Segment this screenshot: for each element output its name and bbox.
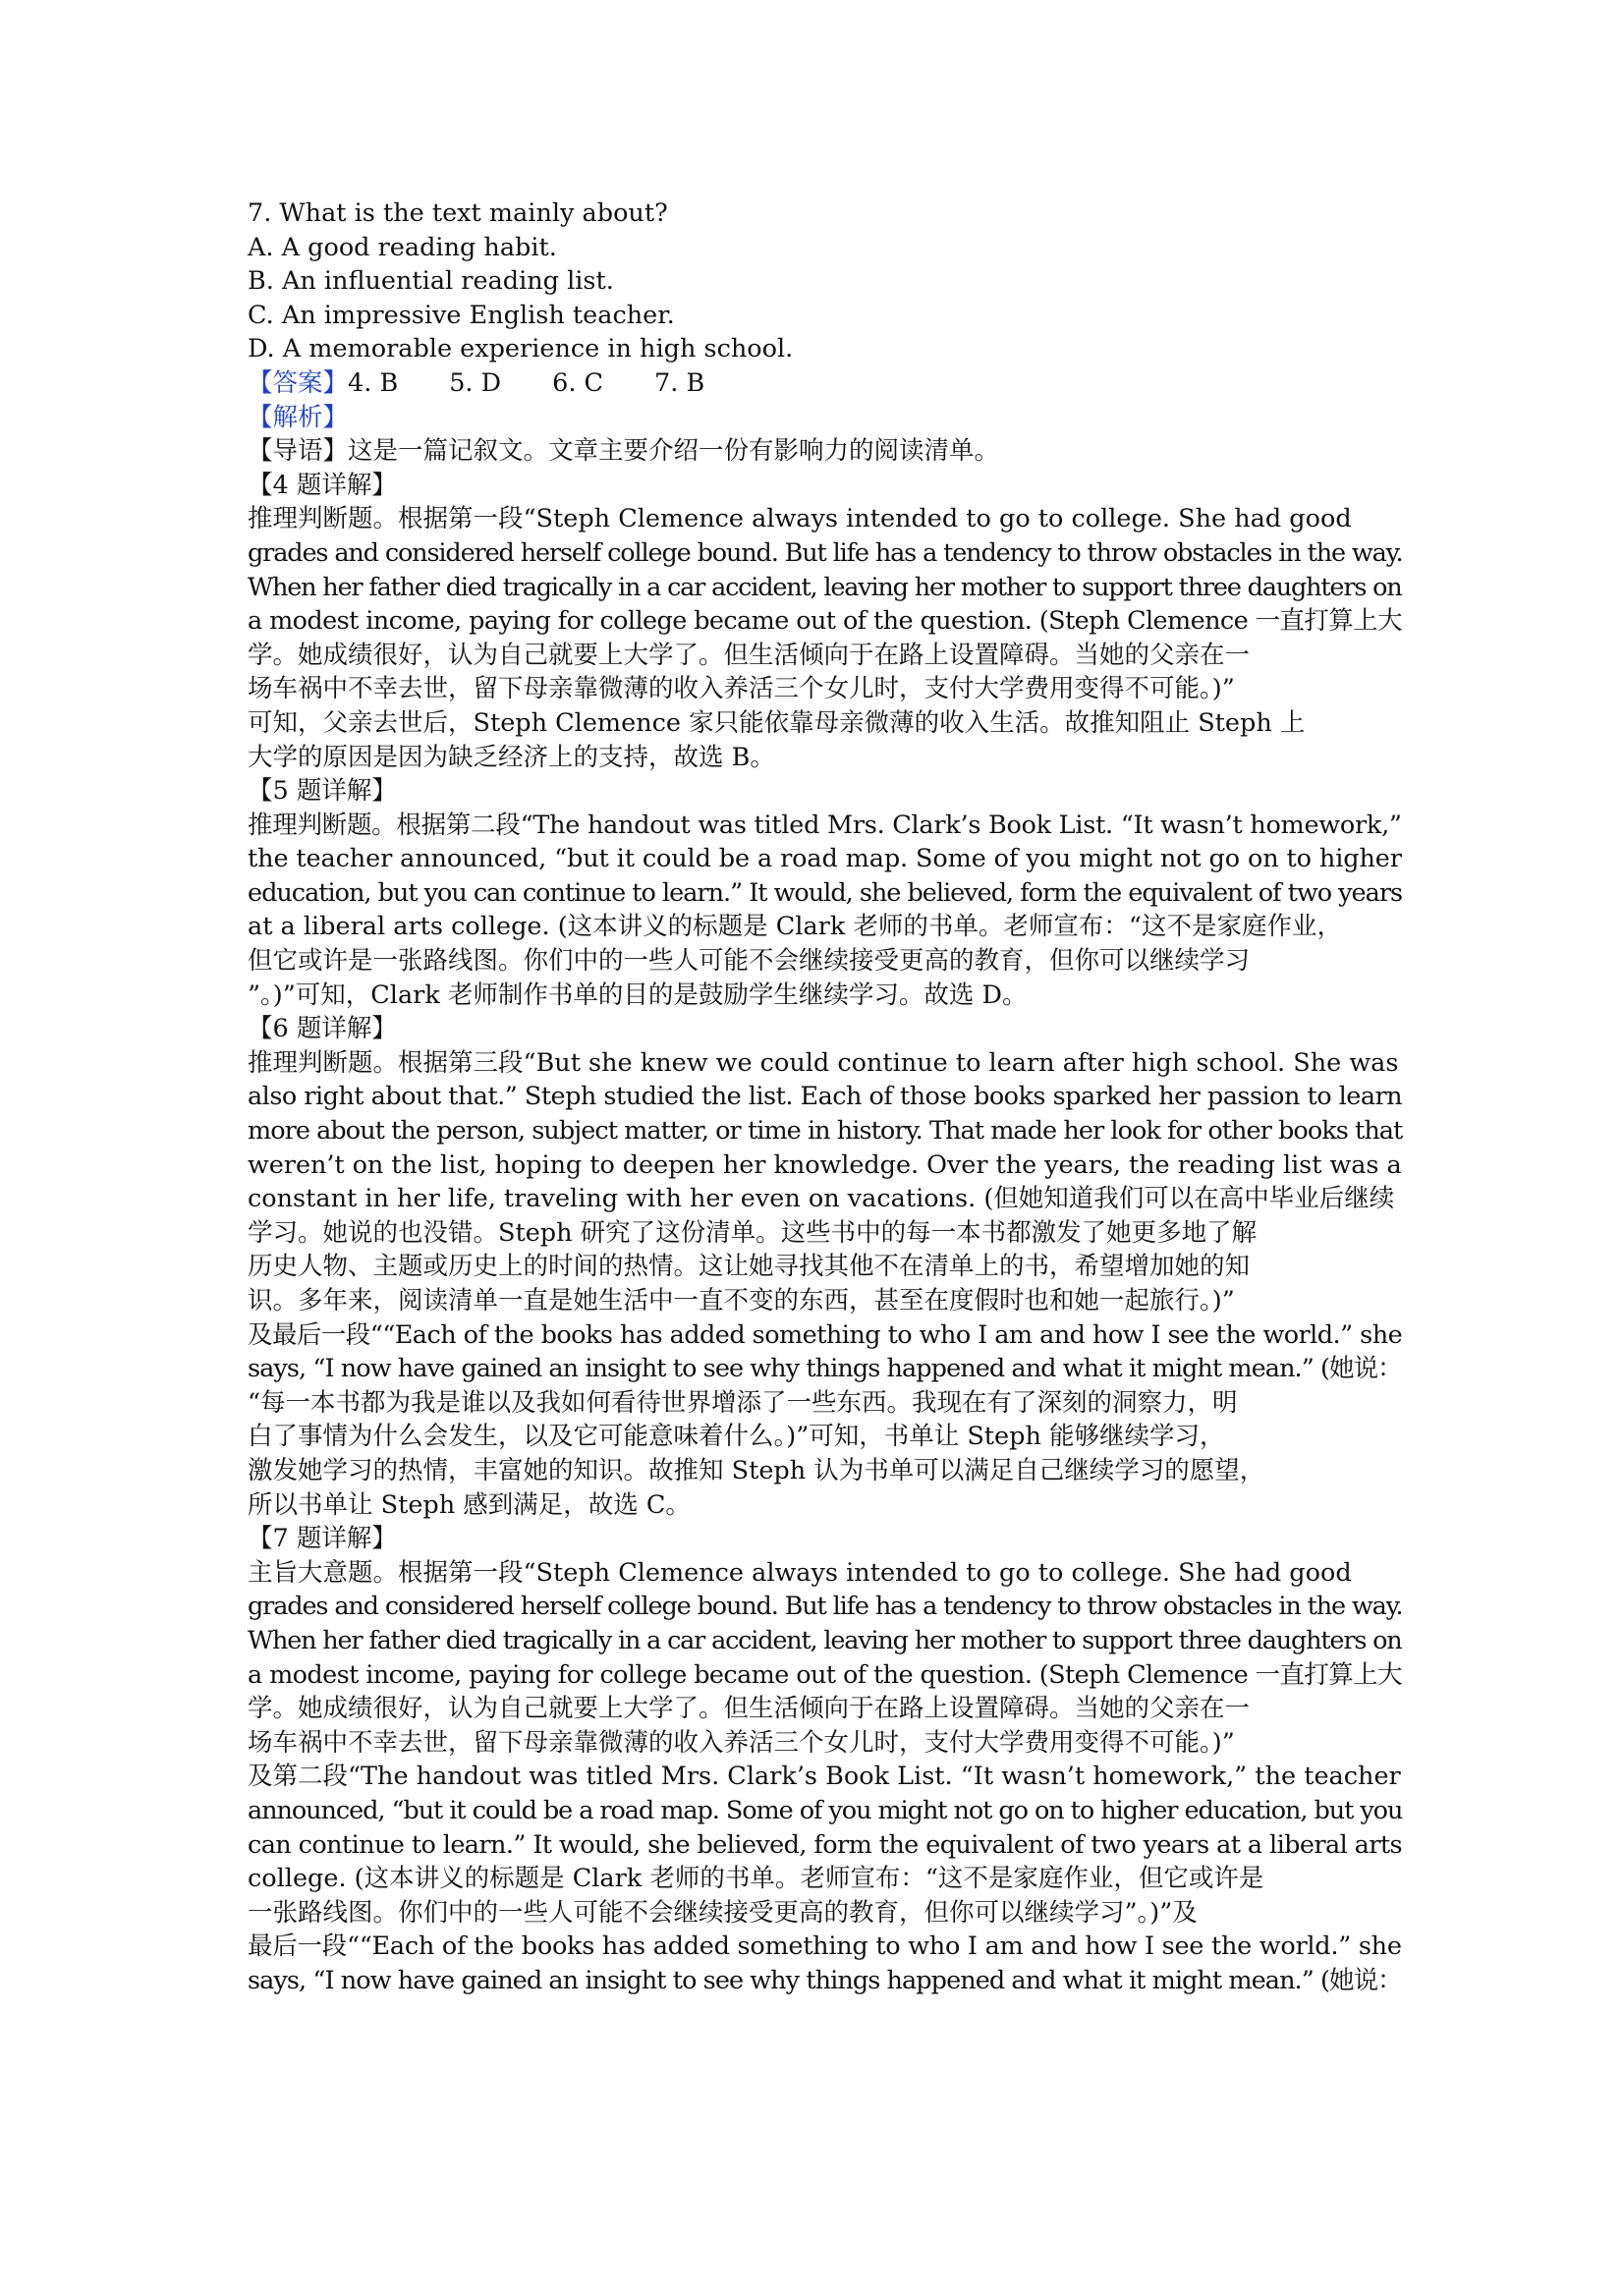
section-line: 最后一段““Each of the books has added something to who I am and how I see the world.” she bbox=[248, 1932, 1402, 1962]
option-b: B. An influential reading list. bbox=[248, 266, 614, 297]
question-7 bbox=[248, 196, 1402, 366]
section-line: says, “I now have gained an insight to see why things happened and what it might mean.” (她说： bbox=[248, 1965, 1402, 1995]
section-heading: 【7 题详解】 bbox=[248, 1524, 397, 1554]
section-heading: 【4 题详解】 bbox=[248, 470, 397, 500]
section-line: 学习。她说的也没错。Steph 研究了这份清单。这些书中的每一本书都激发了她更多地了解 bbox=[248, 1217, 1258, 1248]
section-line: “每一本书都为我是谁以及我如何看待世界增添了一些东西。我现在有了深刻的洞察力，明 bbox=[248, 1387, 1238, 1418]
section-line: the teacher announced, “but it could be a road map. Some of you might not go on to higher bbox=[248, 844, 1402, 874]
section-line: college. (这本讲义的标题是 Clark 老师的书单。老师宣布：“这不是家庭作业，但它或许是 bbox=[248, 1864, 1264, 1894]
answer-line bbox=[248, 366, 1402, 401]
section-line: When her father died tragically in a car accident, leaving her mother to support three daughters on bbox=[248, 1625, 1402, 1655]
section-line: 但它或许是一张路线图。你们中的一些人可能不会继续接受更高的教育，但你可以继续学习 bbox=[248, 946, 1251, 977]
section-line: 大学的原因是因为缺乏经济上的支持，故选 B。 bbox=[248, 742, 775, 772]
section-line: education, but you can continue to learn.” It would, she believed, form the equivalent of two years bbox=[248, 877, 1403, 908]
section-line: 及第二段“The handout was titled Mrs. Clark’s Book List. “It wasn’t homework,” the teacher bbox=[248, 1762, 1401, 1792]
answer-6: 6. C bbox=[552, 367, 604, 398]
answer-label: 【答案】 bbox=[248, 367, 349, 398]
section-line: When her father died tragically in a car accident, leaving her mother to support three daughters on bbox=[248, 572, 1402, 602]
analysis-label: 【解析】 bbox=[248, 402, 349, 432]
option-d: D. A memorable experience in high school. bbox=[248, 334, 794, 364]
section-line: at a liberal arts college. (这本讲义的标题是 Clark 老师的书单。老师宣布：“这不是家庭作业， bbox=[248, 912, 1342, 942]
section-line: 历史人物、主题或历史上的时间的热情。这让她寻找其他不在清单上的书，希望增加她的知 bbox=[248, 1252, 1251, 1282]
section-line: ”。)”可知，Clark 老师制作书单的目的是鼓励学生继续学习。故选 D。 bbox=[248, 980, 1028, 1010]
question-stem: 7. What is the text mainly about? bbox=[248, 198, 668, 228]
section-line: a modest income, paying for college became out of the question. (Steph Clemence 一直打算上大 bbox=[248, 1659, 1402, 1690]
section-line: 白了事情为什么会发生，以及它可能意味着什么。)”可知，书单让 Steph 能够继续学习， bbox=[248, 1422, 1225, 1452]
section-line: 所以书单让 Steph 感到满足，故选 C。 bbox=[248, 1489, 691, 1520]
section-line: can continue to learn.” It would, she believed, form the equivalent of two years at a liberal arts bbox=[248, 1829, 1403, 1860]
option-a: A. A good reading habit. bbox=[248, 232, 557, 262]
section-line: 场车祸中不幸去世，留下母亲靠微薄的收入养活三个女儿时，支付大学费用变得不可能。)” bbox=[248, 674, 1235, 704]
answer-7: 7. B bbox=[654, 367, 705, 398]
section-line: 识。多年来，阅读清单一直是她生活中一直不变的东西，甚至在度假时也和她一起旅行。)” bbox=[248, 1286, 1235, 1316]
section-heading: 【5 题详解】 bbox=[248, 776, 397, 807]
section-q4 bbox=[248, 469, 1402, 774]
section-line: grades and considered herself college bound. But life has a tendency to throw obstacles in the way. bbox=[248, 537, 1403, 568]
section-line: 可知，父亲去世后，Steph Clemence 家只能依靠母亲微薄的收入生活。故推知阻止 Steph 上 bbox=[248, 707, 1306, 738]
section-line: 激发她学习的热情，丰富她的知识。故推知 Steph 认为书单可以满足自己继续学习的愿望， bbox=[248, 1455, 1265, 1485]
section-line: 推理判断题。根据第一段“Steph Clemence always intended to go to college. She had good bbox=[248, 504, 1352, 534]
section-line: 学。她成绩很好，认为自己就要上大学了。但生活倾向于在路上设置障碍。当她的父亲在一 bbox=[248, 640, 1251, 670]
answer-5: 5. D bbox=[449, 367, 502, 398]
section-line: constant in her life, traveling with her even on vacations. (但她知道我们可以在高中毕业后继续 bbox=[248, 1184, 1395, 1214]
section-line: 场车祸中不幸去世，留下母亲靠微薄的收入养活三个女儿时，支付大学费用变得不可能。)” bbox=[248, 1727, 1235, 1758]
section-line: says, “I now have gained an insight to see why things happened and what it might mean.” (她说： bbox=[248, 1354, 1402, 1384]
section-line: 学。她成绩很好，认为自己就要上大学了。但生活倾向于在路上设置障碍。当她的父亲在一 bbox=[248, 1694, 1251, 1724]
intro-paragraph: 【导语】这是一篇记叙文。文章主要介绍一份有影响力的阅读清单。 bbox=[248, 436, 1000, 467]
section-line: 主旨大意题。根据第一段“Steph Clemence always intended to go to college. She had good bbox=[248, 1557, 1352, 1588]
option-c: C. An impressive English teacher. bbox=[248, 300, 675, 330]
section-line: 及最后一段““Each of the books has added something to who I am and how I see the world.” she bbox=[248, 1319, 1403, 1350]
section-line: announced, “but it could be a road map. Some of you might not go on to higher education, but you bbox=[248, 1795, 1403, 1825]
section-heading: 【6 题详解】 bbox=[248, 1014, 397, 1044]
section-line: 一张路线图。你们中的一些人可能不会继续接受更高的教育，但你可以继续学习”。)”及 bbox=[248, 1897, 1198, 1928]
section-q6 bbox=[248, 1012, 1402, 1522]
section-line: 推理判断题。根据第二段“The handout was titled Mrs. Clark’s Book List. “It wasn’t homework,” bbox=[248, 810, 1402, 840]
section-line: also right about that.” Steph studied the list. Each of those books sparked her passion to learn bbox=[248, 1082, 1403, 1112]
section-q5 bbox=[248, 774, 1402, 1012]
answer-4: 4. B bbox=[348, 367, 399, 398]
section-line: a modest income, paying for college became out of the question. (Steph Clemence 一直打算上大 bbox=[248, 606, 1402, 637]
section-q7 bbox=[248, 1522, 1402, 1997]
section-line: weren’t on the list, hoping to deepen her knowledge. Over the years, the reading list was a bbox=[248, 1149, 1402, 1180]
section-line: 推理判断题。根据第三段“But she knew we could continue to learn after high school. She was bbox=[248, 1047, 1399, 1078]
section-line: grades and considered herself college bound. But life has a tendency to throw obstacles in the way. bbox=[248, 1592, 1403, 1622]
document-page bbox=[248, 196, 1402, 1997]
section-line: more about the person, subject matter, or time in history. That made her look for other books that bbox=[248, 1116, 1403, 1147]
